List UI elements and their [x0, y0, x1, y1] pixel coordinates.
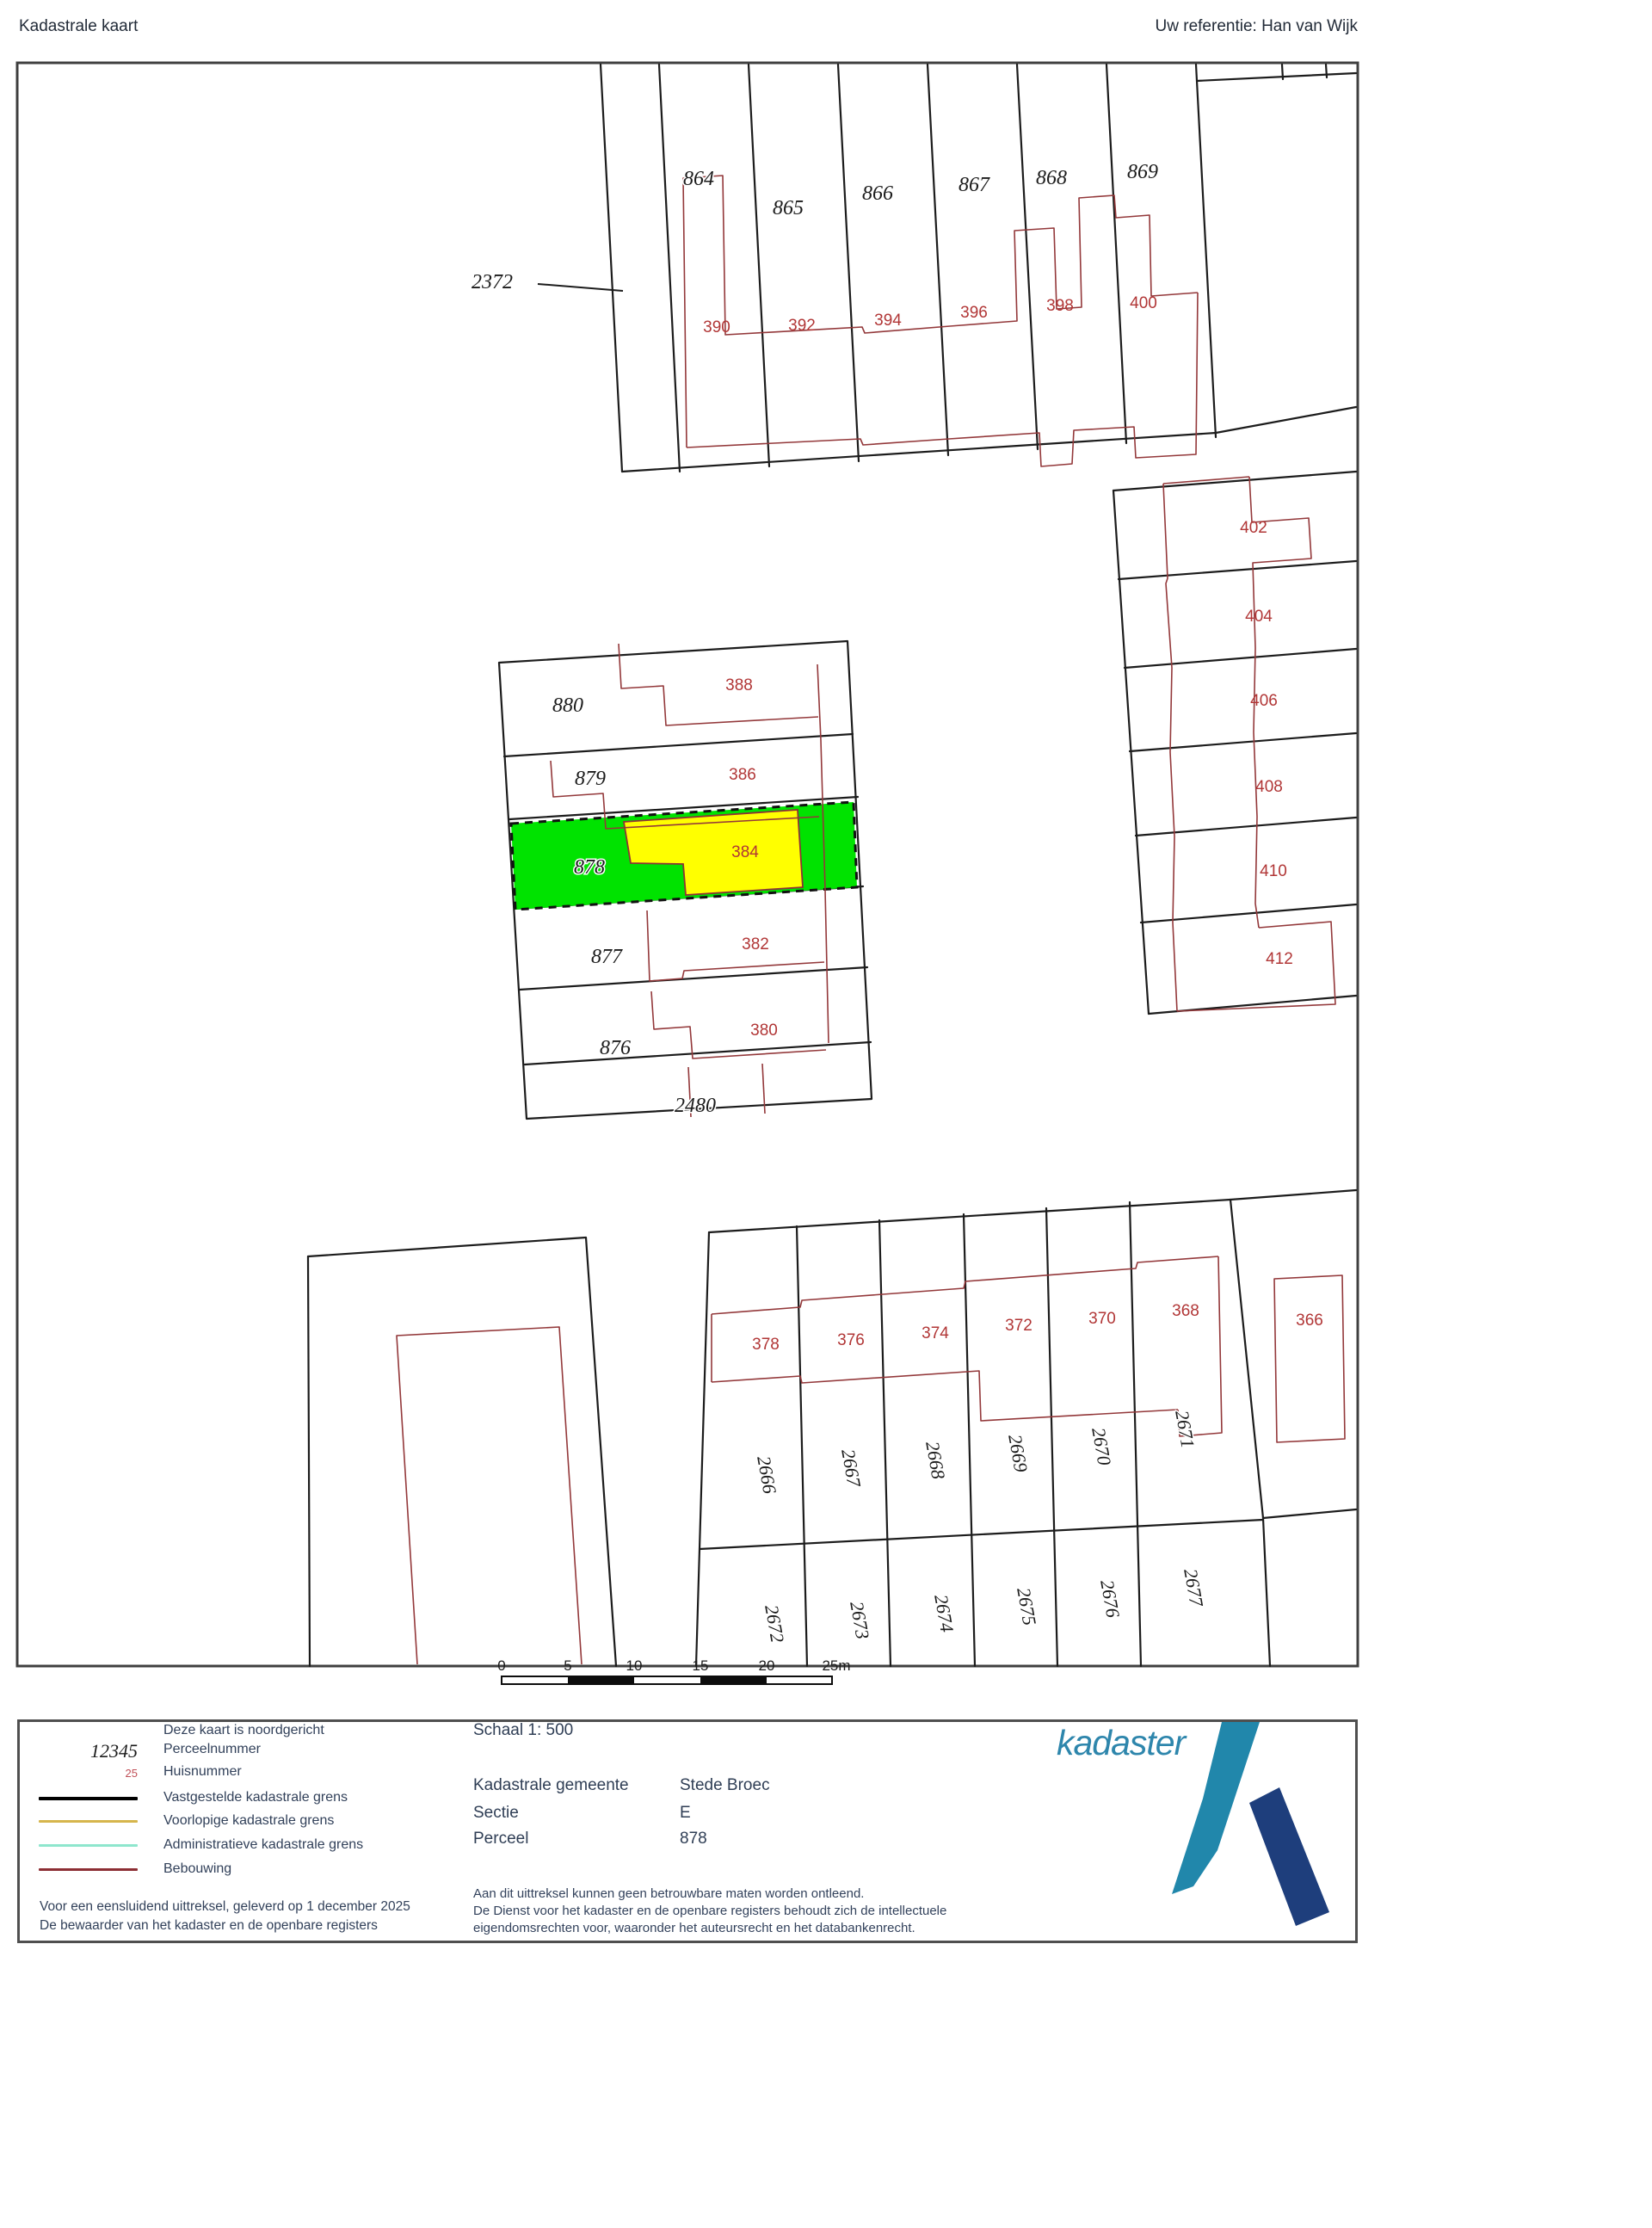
detail-label: Kadastrale gemeente	[473, 1776, 629, 1794]
parcel-number-label: 879	[575, 768, 606, 790]
parcel-block-top	[538, 65, 1356, 472]
house-number-label: 372	[1005, 1317, 1032, 1335]
scale-bar-tick: 0	[497, 1657, 506, 1674]
legend-house-number-label: Huisnummer	[163, 1764, 242, 1779]
house-number-label: 378	[752, 1336, 780, 1354]
house-number-label: 404	[1245, 608, 1273, 626]
house-number-label: 410	[1260, 862, 1287, 880]
parcel-number-label: 2666	[753, 1453, 781, 1496]
detail-label: Sectie	[473, 1804, 519, 1822]
house-number-label: 398	[1046, 297, 1074, 315]
parcel-number-label: 2670	[1088, 1425, 1116, 1467]
house-number-label: 392	[788, 317, 816, 335]
legend-line-label: Voorlopige kadastrale grens	[163, 1813, 335, 1828]
house-number-label: 368	[1172, 1302, 1199, 1320]
scale-bar	[497, 1657, 850, 1684]
legend-line-swatch	[39, 1844, 138, 1847]
parcel-number-label: 2672	[761, 1602, 789, 1645]
logo-blade-shape	[1172, 1722, 1260, 1894]
house-number-label: 380	[750, 1021, 778, 1040]
house-number-label: 406	[1250, 692, 1278, 710]
scale-bar-tick: 5	[564, 1657, 572, 1674]
legend-parcel-number-sample: 12345	[90, 1740, 138, 1762]
parcel-number-label: 2674	[930, 1592, 959, 1634]
house-number-label: 386	[729, 766, 756, 784]
legend-line-label: Bebouwing	[163, 1861, 232, 1876]
parcel-number-label: 2667	[837, 1447, 866, 1489]
house-number-label: 388	[725, 676, 753, 694]
detail-label: Perceel	[473, 1830, 529, 1848]
parcel-number-label: 866	[862, 182, 893, 205]
parcel-number-label: 2673	[846, 1599, 874, 1641]
house-number-label: 384	[731, 843, 759, 861]
page-title: Kadastrale kaart	[19, 17, 139, 35]
parcel-number-label: 2675	[1013, 1585, 1041, 1627]
parcel-number-label: 876	[600, 1037, 631, 1059]
legend-line-swatch	[39, 1820, 138, 1823]
legend-line-label: Administratieve kadastrale grens	[163, 1837, 364, 1852]
kadaster-logo-mark	[1144, 1720, 1342, 1935]
parcel-number-label: 878	[574, 856, 605, 879]
parcel-number-label: 2372	[472, 271, 513, 293]
scale-label: Schaal 1: 500	[473, 1721, 574, 1739]
house-number-label: 374	[922, 1324, 949, 1342]
kadaster-logo-text: kadaster	[1057, 1723, 1186, 1762]
house-number-label: 376	[837, 1331, 865, 1349]
legend-house-number-sample: 25	[125, 1767, 138, 1780]
delivery-note-line2: De bewaarder van het kadaster en de openbare registers	[40, 1918, 378, 1933]
parcel-number-label: 869	[1127, 161, 1158, 183]
parcel-number-label: 880	[552, 694, 583, 717]
house-number-label: 394	[874, 312, 902, 330]
detail-value: 878	[680, 1830, 707, 1848]
parcel-number-label: 867	[959, 174, 989, 196]
scale-bar-tick: 15	[692, 1657, 709, 1674]
house-number-label: 396	[960, 304, 988, 322]
parcel-number-label: 2677	[1180, 1566, 1208, 1608]
parcel-block-right	[1113, 472, 1356, 1014]
parcel-number-label: 865	[773, 197, 804, 219]
parcel-number-label: 2669	[1004, 1432, 1032, 1474]
house-number-label: 382	[742, 935, 769, 954]
parcel-number-label: 868	[1036, 167, 1067, 189]
parcel-number-label: 2480	[675, 1095, 716, 1117]
parcel-number-label: 864	[683, 168, 714, 190]
parcel-block-bottom-left	[308, 1237, 616, 1666]
detail-value: E	[680, 1804, 691, 1822]
detail-value: Stede Broec	[680, 1776, 770, 1794]
legend-line-swatch	[39, 1797, 138, 1800]
house-number-label: 400	[1130, 294, 1157, 312]
parcel-number-label: 877	[591, 946, 622, 968]
house-number-label: 390	[703, 318, 730, 336]
parcel-number-label: 2676	[1096, 1577, 1125, 1620]
house-number-label: 412	[1266, 950, 1293, 968]
scale-bar-tick: 20	[758, 1657, 775, 1674]
house-number-label: 366	[1296, 1311, 1323, 1330]
legend-parcel-number-label: Perceelnummer	[163, 1742, 261, 1756]
legend-line-label: Vastgestelde kadastrale grens	[163, 1790, 348, 1805]
disclaimer-line2: De Dienst voor het kadaster en de openbare registers behoudt zich de intellectuele	[473, 1904, 947, 1918]
parcel-number-label: 2668	[922, 1439, 950, 1481]
delivery-note-line1: Voor een eensluidend uittreksel, geleverd op 1 december 2025	[40, 1899, 410, 1914]
disclaimer-line1: Aan dit uittreksel kunnen geen betrouwbare maten worden ontleend.	[473, 1886, 865, 1901]
house-number-label: 408	[1255, 778, 1283, 796]
scale-bar-tick: 25m	[822, 1657, 851, 1674]
reference-text: Uw referentie: Han van Wijk	[1155, 17, 1358, 35]
north-note: Deze kaart is noordgericht	[163, 1723, 324, 1737]
disclaimer-line3: eigendomsrechten voor, waaronder het auteursrecht en het databankenrecht.	[473, 1921, 915, 1935]
logo-bar-shape	[1249, 1787, 1329, 1926]
house-number-label: 402	[1240, 519, 1267, 537]
parcel-number-label: 2671	[1171, 1408, 1199, 1450]
house-number-label: 370	[1088, 1310, 1116, 1328]
scale-bar-tick: 10	[626, 1657, 643, 1674]
leader-line-2372	[538, 284, 623, 291]
legend-line-swatch	[39, 1868, 138, 1871]
